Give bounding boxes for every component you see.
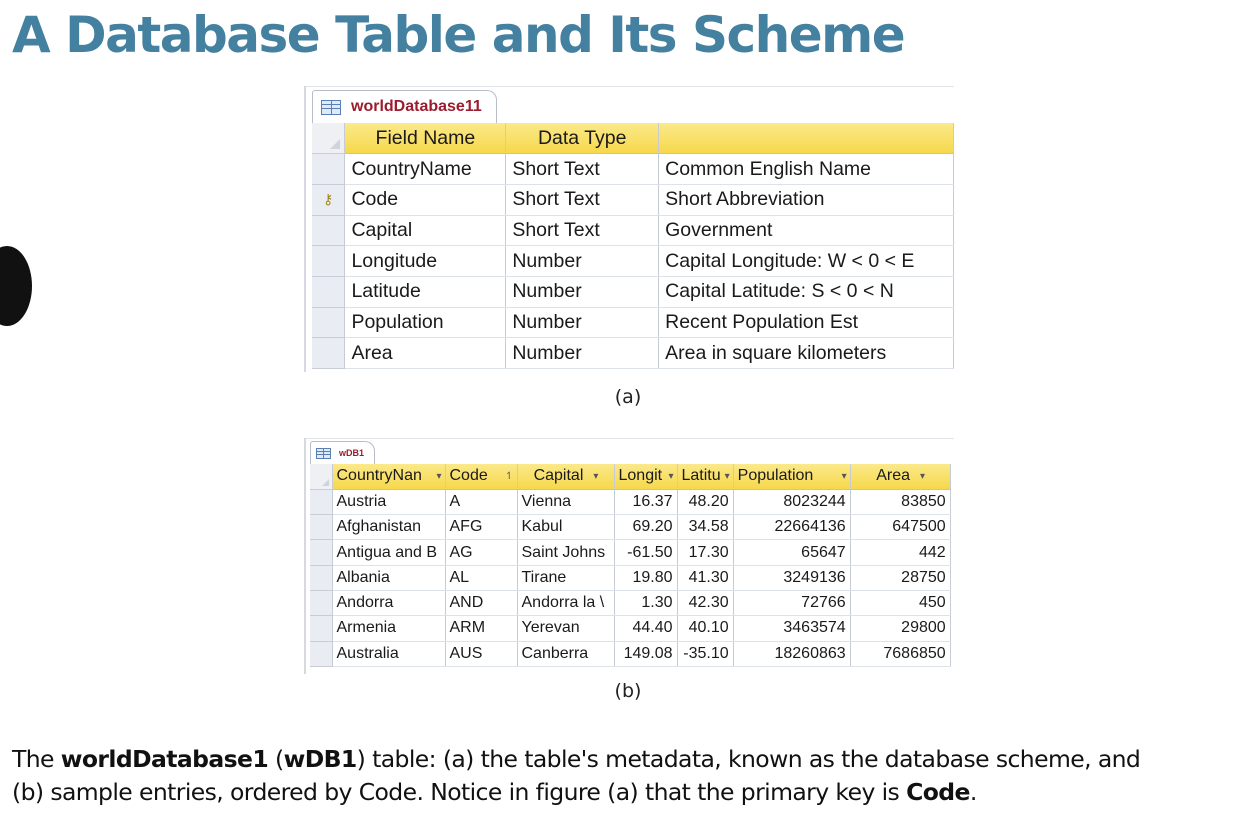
description-cell[interactable]: Government <box>659 215 954 246</box>
field-name-cell[interactable]: Capital <box>345 215 506 246</box>
cell-population[interactable]: 8023244 <box>733 489 850 514</box>
datasheet-row[interactable] <box>310 616 950 641</box>
cell-area[interactable]: 442 <box>850 540 950 565</box>
row-selector[interactable] <box>312 338 345 369</box>
schema-field-row[interactable] <box>312 215 954 246</box>
cell-area[interactable]: 29800 <box>850 616 950 641</box>
panel-border <box>304 438 954 439</box>
datasheet-row[interactable] <box>310 540 950 565</box>
caption-emphasis: worldDatabase1 <box>60 745 269 773</box>
cell-longit[interactable]: 16.37 <box>614 489 677 514</box>
caption-text: ( <box>268 745 284 773</box>
cell-population[interactable]: 22664136 <box>733 515 850 540</box>
cell-longit[interactable]: 44.40 <box>614 616 677 641</box>
row-selector[interactable] <box>312 246 345 277</box>
row-selector[interactable] <box>310 641 332 666</box>
cell-countrynan[interactable]: Albania <box>332 565 445 590</box>
data-type-cell[interactable]: Short Text <box>506 154 659 185</box>
column-header-label: Population <box>737 467 814 485</box>
caption-text: The <box>12 745 61 773</box>
table-grid-icon <box>321 100 341 115</box>
datasheet-table <box>310 464 951 667</box>
cell-countrynan[interactable]: Australia <box>332 641 445 666</box>
field-name-cell[interactable]: CountryName <box>345 154 506 185</box>
cell-code[interactable]: AL <box>445 565 517 590</box>
filter-dropdown-icon[interactable]: ▾ <box>593 470 599 482</box>
column-header-label: Latitu <box>681 467 721 485</box>
cell-latitu[interactable]: -35.10 <box>677 641 733 666</box>
row-selector[interactable] <box>310 489 332 514</box>
field-name-cell[interactable]: Latitude <box>345 276 506 307</box>
column-header-code[interactable] <box>445 464 517 489</box>
column-header-label: Capital <box>533 467 584 485</box>
field-name-cell[interactable]: Population <box>345 307 506 338</box>
schema-table <box>312 123 954 369</box>
panel-border <box>304 86 954 87</box>
schema-field-row[interactable] <box>312 338 954 369</box>
schema-design-view <box>304 86 954 372</box>
schema-field-row[interactable] <box>312 154 954 185</box>
slide-title: A Database Table and Its Scheme <box>12 6 905 64</box>
cell-population[interactable]: 3249136 <box>733 565 850 590</box>
datasheet-row[interactable] <box>310 489 950 514</box>
sort-ascending-icon[interactable]: ↿ <box>505 470 514 482</box>
cell-population[interactable]: 65647 <box>733 540 850 565</box>
cell-latitu[interactable]: 40.10 <box>677 616 733 641</box>
cell-area[interactable]: 28750 <box>850 565 950 590</box>
column-header-area[interactable] <box>850 464 950 489</box>
cell-latitu[interactable]: 17.30 <box>677 540 733 565</box>
description-cell[interactable]: Capital Longitude: W < 0 < E <box>659 246 954 277</box>
column-header-latitu[interactable] <box>677 464 733 489</box>
caption-emphasis: wDB1 <box>283 745 357 773</box>
schema-field-row[interactable] <box>312 246 954 277</box>
cell-countrynan[interactable]: Andorra <box>332 590 445 615</box>
data-type-cell[interactable]: Number <box>506 338 659 369</box>
cell-longit[interactable]: 19.80 <box>614 565 677 590</box>
cell-longit[interactable]: -61.50 <box>614 540 677 565</box>
cell-latitu[interactable]: 34.58 <box>677 515 733 540</box>
caption-text: . <box>969 778 977 806</box>
table-grid-icon <box>316 448 331 459</box>
cell-countrynan[interactable]: Antigua and B <box>332 540 445 565</box>
cell-capital[interactable]: Kabul <box>517 515 614 540</box>
field-name-cell[interactable]: Code <box>345 184 506 215</box>
datasheet-header-row <box>310 464 950 489</box>
row-selector[interactable] <box>310 565 332 590</box>
filter-dropdown-icon[interactable]: ▾ <box>436 470 442 482</box>
field-name-cell[interactable]: Area <box>345 338 506 369</box>
cell-area[interactable]: 450 <box>850 590 950 615</box>
data-type-cell[interactable]: Short Text <box>506 215 659 246</box>
row-selector[interactable] <box>312 307 345 338</box>
caption-emphasis: Code <box>906 778 970 806</box>
row-selector[interactable] <box>310 540 332 565</box>
figure-caption <box>12 743 1232 809</box>
schema-object-tab[interactable] <box>312 90 497 123</box>
datasheet-object-tab[interactable] <box>310 441 375 464</box>
column-header-label: CountryNan <box>336 467 422 485</box>
select-all-corner[interactable] <box>312 123 345 154</box>
panel-border <box>304 86 306 372</box>
description-cell[interactable]: Area in square kilometers <box>659 338 954 369</box>
cell-capital[interactable]: Tirane <box>517 565 614 590</box>
cell-population[interactable]: 3463574 <box>733 616 850 641</box>
cell-capital[interactable]: Vienna <box>517 489 614 514</box>
cell-capital[interactable]: Yerevan <box>517 616 614 641</box>
caption-text: ) table: (a) the table's metadata, known as the database scheme, and <box>356 745 1141 773</box>
filter-dropdown-icon[interactable]: ▾ <box>841 470 847 482</box>
datasheet-row[interactable] <box>310 565 950 590</box>
cell-code[interactable]: A <box>445 489 517 514</box>
schema-field-row[interactable] <box>312 307 954 338</box>
figure-b-label: (b) <box>614 680 642 702</box>
bullet-circle-decoration <box>0 246 32 326</box>
schema-field-row[interactable] <box>312 276 954 307</box>
column-header-description[interactable] <box>659 123 954 154</box>
row-selector[interactable] <box>310 590 332 615</box>
column-header-capital[interactable] <box>517 464 614 489</box>
column-header-data-type[interactable]: Data Type <box>506 123 659 154</box>
cell-area[interactable]: 7686850 <box>850 641 950 666</box>
cell-capital[interactable]: Saint Johns <box>517 540 614 565</box>
datasheet-row[interactable] <box>310 590 950 615</box>
datasheet-row[interactable] <box>310 515 950 540</box>
figure-a-label: (a) <box>614 386 642 408</box>
cell-population[interactable]: 18260863 <box>733 641 850 666</box>
cell-longit[interactable]: 69.20 <box>614 515 677 540</box>
cell-code[interactable]: ARM <box>445 616 517 641</box>
data-type-cell[interactable]: Number <box>506 246 659 277</box>
filter-dropdown-icon[interactable]: ▾ <box>920 470 926 482</box>
filter-dropdown-icon[interactable]: ▾ <box>668 470 674 482</box>
primary-key-icon: ⚷ <box>323 191 334 208</box>
cell-longit[interactable]: 1.30 <box>614 590 677 615</box>
cell-area[interactable]: 83850 <box>850 489 950 514</box>
cell-capital[interactable]: Andorra la \ <box>517 590 614 615</box>
cell-code[interactable]: AUS <box>445 641 517 666</box>
filter-dropdown-icon[interactable]: ▾ <box>724 470 730 482</box>
column-header-label: Area <box>876 467 911 485</box>
datasheet-row[interactable] <box>310 641 950 666</box>
cell-latitu[interactable]: 48.20 <box>677 489 733 514</box>
cell-area[interactable]: 647500 <box>850 515 950 540</box>
description-cell[interactable]: Recent Population Est <box>659 307 954 338</box>
column-header-label: Longit <box>618 467 663 485</box>
row-selector[interactable] <box>310 515 332 540</box>
panel-border <box>304 438 306 674</box>
cell-code[interactable]: AFG <box>445 515 517 540</box>
cell-longit[interactable]: 149.08 <box>614 641 677 666</box>
row-selector[interactable] <box>312 154 345 185</box>
data-type-cell[interactable]: Short Text <box>506 184 659 215</box>
cell-countrynan[interactable]: Afghanistan <box>332 515 445 540</box>
caption-text: (b) sample entries, ordered by Code. Notice in figure (a) that the primary key is <box>12 778 907 806</box>
column-header-field-name[interactable]: Field Name <box>345 123 506 154</box>
field-name-cell[interactable]: Longitude <box>345 246 506 277</box>
cell-latitu[interactable]: 41.30 <box>677 565 733 590</box>
cell-latitu[interactable]: 42.30 <box>677 590 733 615</box>
schema-header-row <box>312 123 954 154</box>
select-all-corner[interactable] <box>310 464 332 489</box>
row-selector[interactable] <box>312 215 345 246</box>
description-cell[interactable]: Common English Name <box>659 154 954 185</box>
data-type-cell[interactable]: Number <box>506 276 659 307</box>
data-type-cell[interactable]: Number <box>506 307 659 338</box>
datasheet-tab-label: wDB1 <box>339 448 365 458</box>
column-header-population[interactable] <box>733 464 850 489</box>
row-selector[interactable] <box>310 616 332 641</box>
cell-capital[interactable]: Canberra <box>517 641 614 666</box>
description-cell[interactable]: Capital Latitude: S < 0 < N <box>659 276 954 307</box>
cell-code[interactable]: AG <box>445 540 517 565</box>
column-header-longit[interactable] <box>614 464 677 489</box>
row-selector[interactable] <box>312 184 345 215</box>
description-cell[interactable]: Short Abbreviation <box>659 184 954 215</box>
column-header-countrynan[interactable] <box>332 464 445 489</box>
cell-countrynan[interactable]: Austria <box>332 489 445 514</box>
schema-tab-label: worldDatabase11 <box>351 98 482 115</box>
schema-field-row[interactable] <box>312 184 954 215</box>
cell-code[interactable]: AND <box>445 590 517 615</box>
cell-countrynan[interactable]: Armenia <box>332 616 445 641</box>
cell-population[interactable]: 72766 <box>733 590 850 615</box>
datasheet-view <box>304 438 954 674</box>
column-header-label: Code <box>449 467 488 485</box>
row-selector[interactable] <box>312 276 345 307</box>
